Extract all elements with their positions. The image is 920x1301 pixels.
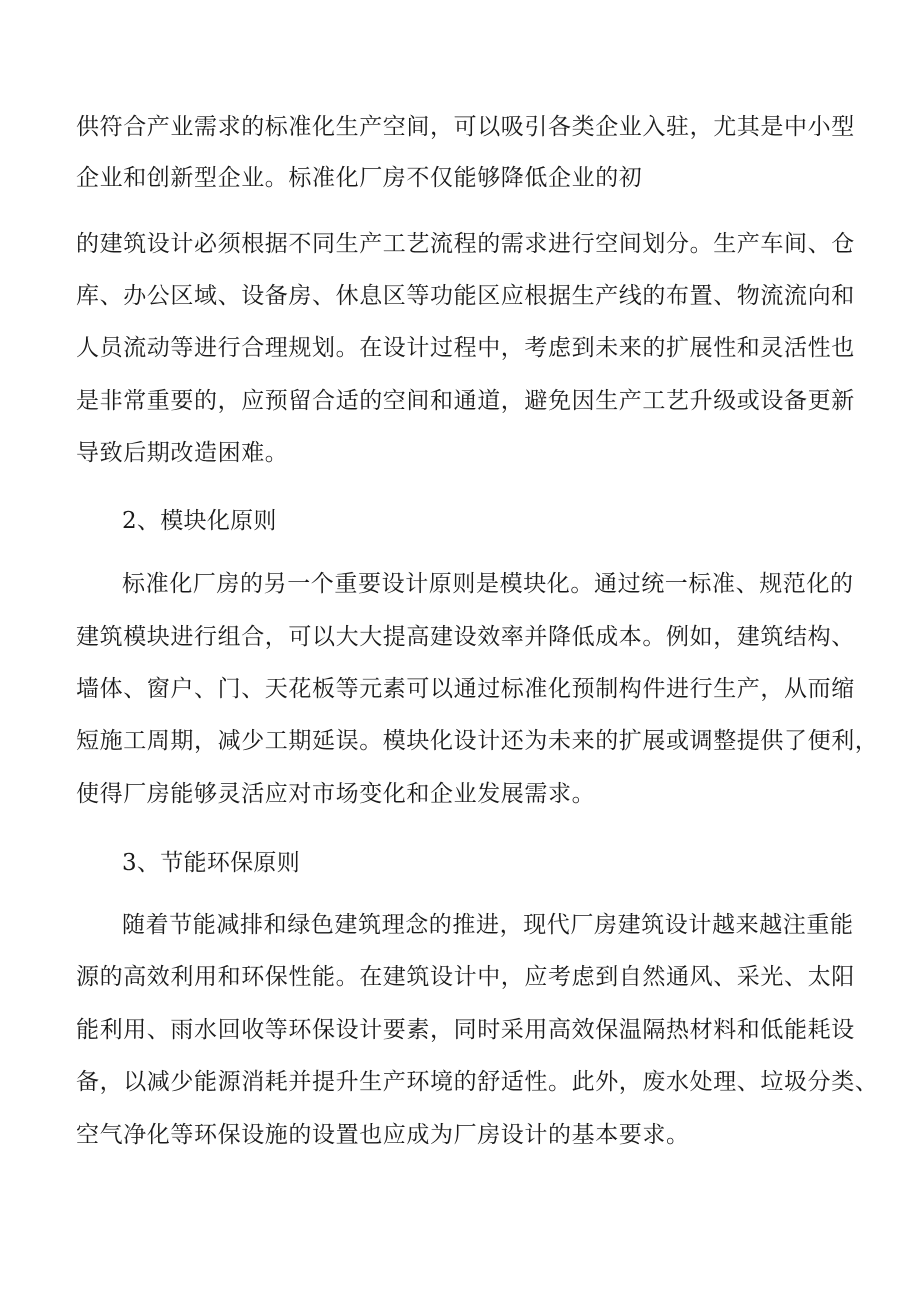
paragraph-line: 导致后期改造困难。: [76, 440, 289, 466]
paragraph-line: 使得厂房能够灵活应对市场变化和企业发展需求。: [76, 781, 596, 807]
paragraph-line: 短施工周期，减少工期延误。模块化设计还为未来的扩展或调整提供了便利，: [76, 728, 879, 754]
paragraph-line: 标准化厂房的另一个重要设计原则是模块化。通过统一标准、规范化的: [122, 571, 854, 597]
paragraph-line: 建筑模块进行组合，可以大大提高建设效率并降低成本。例如，建筑结构、: [76, 624, 855, 650]
paragraph-line: 供符合产业需求的标准化生产空间，可以吸引各类企业入驻，尤其是中小型: [76, 114, 855, 140]
paragraph-line: 是非常重要的，应预留合适的空间和通道，避免因生产工艺升级或设备更新: [76, 388, 855, 414]
paragraph-line: 能利用、雨水回收等环保设计要素，同时采用高效保温隔热材料和低能耗设: [76, 1017, 855, 1043]
paragraph-line: 随着节能减排和绿色建筑理念的推进，现代厂房建筑设计越来越注重能: [122, 912, 854, 938]
paragraph-line: 墙体、窗户、门、天花板等元素可以通过标准化预制构件进行生产，从而缩: [76, 676, 855, 702]
paragraph-line: 空气净化等环保设施的设置也应成为厂房设计的基本要求。: [76, 1122, 690, 1148]
paragraph-line: 备，以减少能源消耗并提升生产环境的舒适性。此外，废水处理、垃圾分类、: [76, 1069, 879, 1095]
paragraph-line: 人员流动等进行合理规划。在设计过程中，考虑到未来的扩展性和灵活性也: [76, 335, 855, 361]
section-heading: 2、模块化原则: [122, 508, 277, 534]
paragraph-line: 源的高效利用和环保性能。在建筑设计中，应考虑到自然通风、采光、太阳: [76, 964, 855, 990]
section-heading: 3、节能环保原则: [122, 850, 301, 876]
paragraph-line: 的建筑设计必须根据不同生产工艺流程的需求进行空间划分。生产车间、仓: [76, 231, 855, 257]
paragraph-line: 企业和创新型企业。标准化厂房不仅能够降低企业的初: [76, 165, 643, 191]
paragraph-line: 库、办公区域、设备房、休息区等功能区应根据生产线的布置、物流流向和: [76, 283, 855, 309]
